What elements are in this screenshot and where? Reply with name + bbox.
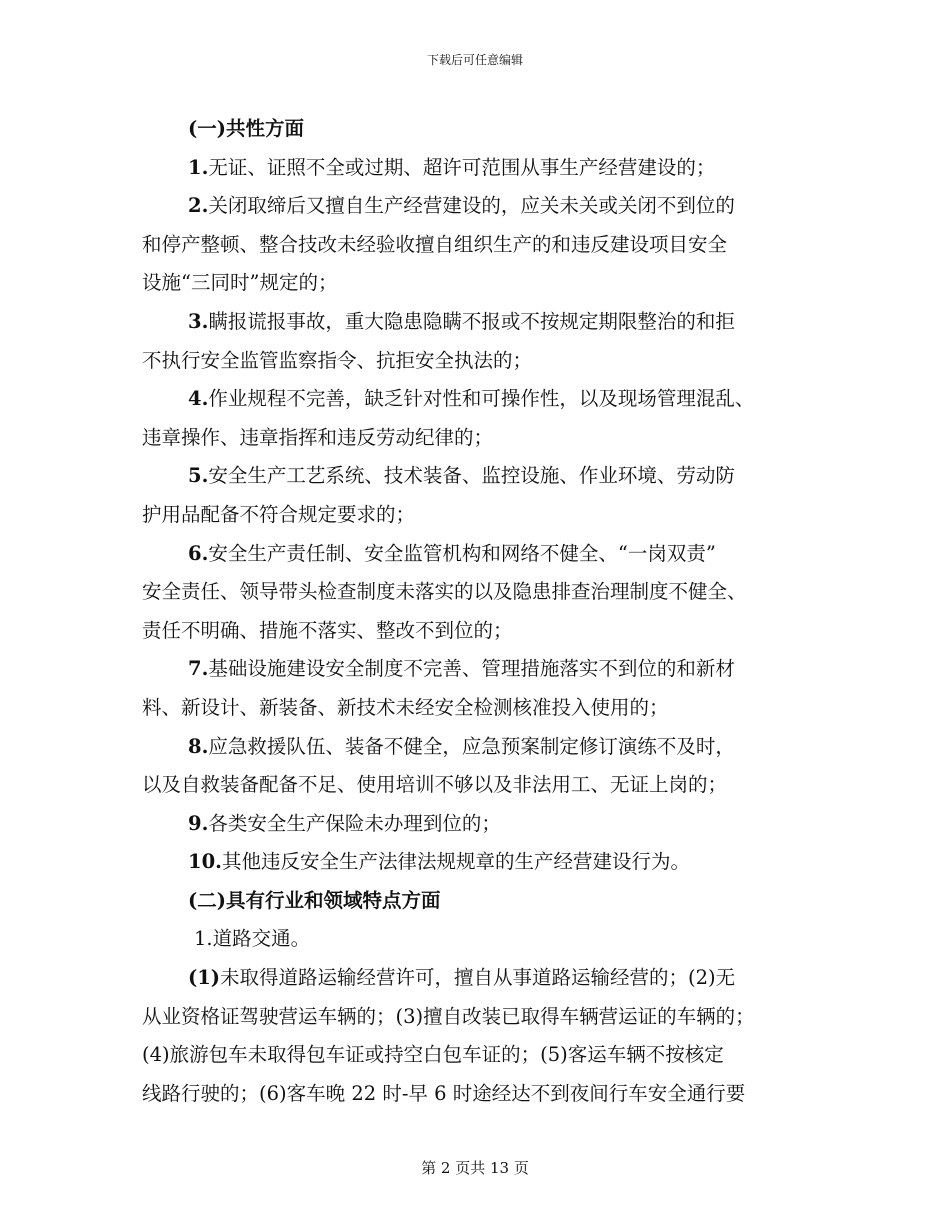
section-heading: (一)共性方面 [188, 117, 304, 140]
list-item-4: 4.作业规程不完善，缺乏针对性和可操作性，以及现场管理混乱、 [188, 387, 755, 411]
list-item-6-cont: 安全责任、领导带头检查制度未落实的以及隐患排查治理制度不健全、 [142, 580, 747, 604]
list-item-2: 2.关闭取缔后又擅自生产经营建设的，应关未关或关闭不到位的 [188, 194, 735, 218]
list-item-2-cont: 和停产整顿、整合技改未经验收擅自组织生产的和违反建设项目安全 [142, 232, 728, 256]
list-item-5: 5.安全生产工艺系统、技术装备、监控设施、作业环境、劳动防 [188, 464, 735, 488]
list-item-sub-cont: 从业资格证驾驶营运车辆的；(3)擅自改装已取得车辆营运证的车辆的； [142, 1004, 755, 1028]
list-item-9: 9.各类安全生产保险未办理到位的； [188, 811, 501, 835]
subsection-title: 1.道路交通。 [194, 927, 311, 951]
list-item-6: 6.安全生产责任制、安全监管机构和网络不健全、“一岗双责” [188, 541, 716, 565]
document-body [142, 110, 812, 1113]
page-header: 下载后可任意编辑 [426, 53, 523, 67]
list-item-8-cont: 以及自救装备配备不足、使用培训不够以及非法用工、无证上岗的； [142, 773, 728, 797]
list-item-8: 8.应急救援队伍、装备不健全，应急预案制定修订演练不及时， [188, 734, 735, 758]
list-item-sub-cont: (4)旅游包车未取得包车证或持空白包车证的；(5)客运车辆不按核定 [142, 1043, 724, 1067]
list-item-2-cont: 设施“三同时”规定的； [142, 271, 338, 295]
list-item-4-cont: 违章操作、违章指挥和违反劳动纪律的； [142, 425, 494, 449]
page-footer: 第 2 页共 13 页 [421, 1159, 529, 1177]
list-item-5-cont: 护用品配备不符合规定要求的； [142, 502, 416, 526]
list-item-7-cont: 料、新设计、新装备、新技术未经安全检测核准投入使用的； [142, 695, 669, 719]
section-heading: (二)具有行业和领域特点方面 [188, 888, 441, 912]
list-item-10: 10.其他违反安全生产法律法规规章的生产经营建设行为。 [188, 850, 690, 874]
list-item-3: 3.瞒报谎报事故，重大隐患隐瞒不报或不按规定期限整治的和拒 [188, 309, 735, 333]
list-item-6-cont: 责任不明确、措施不落实、整改不到位的； [142, 618, 513, 642]
list-item-sub-cont: 线路行驶的；(6)客车晚 22 时-早 6 时途经达不到夜间行车安全通行要 [142, 1081, 746, 1105]
list-item-3-cont: 不执行安全监管监察指令、抗拒安全执法的； [142, 348, 533, 372]
list-item-sub-1: (1)未取得道路运输经营许可，擅自从事道路运输经营的；(2)无 [188, 966, 736, 990]
list-item-7: 7.基础设施建设安全制度不完善、管理措施落实不到位的和新材 [188, 657, 735, 681]
list-item-1: 1.无证、证照不全或过期、超许可范围从事生产经营建设的； [188, 155, 716, 179]
